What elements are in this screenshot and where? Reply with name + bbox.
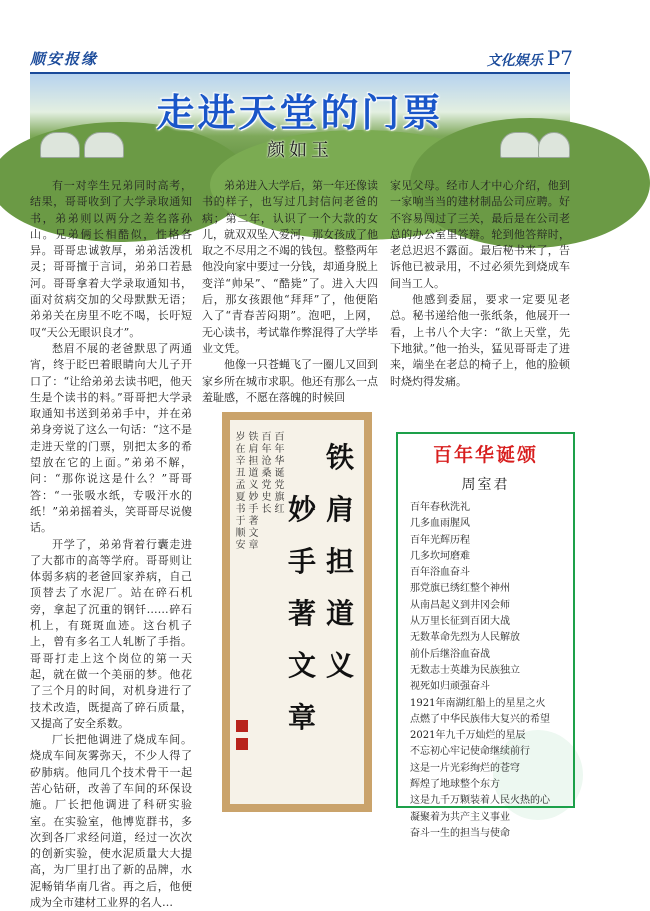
article-paragraph: 开学了，弟弟背着行囊走进了大都市的高等学府。哥哥则让体弱多病的老爸回家养病，自己顶替去了水泥厂。站在碎石机旁，拿起了沉重的钢钎……碎石机上，有斑斑血迹。这台机子上，曾有多名工人轧断了手指。哥哥打走上这个岗位的第一天起，就在做一个美丽的梦。他花了三个月的时间，对机身进行了技术改造，既提高了碎石质量，又提高了安全系数。 xyxy=(30,537,192,730)
poem-lines xyxy=(410,500,570,842)
poem-line: 百年浴血奋斗 xyxy=(410,567,470,579)
calligraphy-inscription: 百年沧桑党史长 xyxy=(261,432,272,515)
article-paragraph: 他像一只苍蝇飞了一圈儿又回到家乡所在城市求职。他还有那么一点羞耻感，不愿在落魄的时候回 xyxy=(202,358,378,404)
article-paragraph: 有一对孪生兄弟同时高考，结果，哥哥收到了大学录取通知书，弟弟则以两分之差名落孙山。兄弟俩长相酷似，性格各异。哥哥忠诚敦厚，弟弟活泼机灵；哥哥擅于言词，弟弟口若悬河。哥哥拿着大学录取通知书，面对贫病交加的父母默默无语；弟弟关在房里不吃不喝，长吁短叹“天公无眼识良才”。 xyxy=(30,179,192,339)
article-paragraph: 厂长把他调进了烧成车间。烧成车间灰雾弥天，不少人得了矽肺病。他同几个技术骨干一起苦心钻研，改善了车间的环保设施。厂长把他调进了科研实验室。在实验室，他博览群书，多次到各厂求经问道，经过一次次的创新实验，使水泥质量大大提高，为厂里打出了新的品牌，水泥畅销华南几省。再之后，他便成为全市建材工业界的名人… xyxy=(30,733,192,910)
calligraphy-scroll xyxy=(230,420,364,804)
poem-line: 从万里长征到百团大战 xyxy=(410,616,510,628)
calligraphy-char: 义 xyxy=(326,649,355,682)
calligraphy-inscription: 岁在辛丑孟夏书于顺安 xyxy=(235,432,246,551)
article-paragraph: 家见父母。经市人才中心介绍，他到一家响当当的建材制品公司应聘。好不容易闯过了三关，最后是在公司老总的办公室里答辩。轮到他答辩时，老总迟迟不露面。最后秘书来了，告诉他已被录用，不过必须先到烧成车间当工人。 xyxy=(390,179,570,290)
calligraphy-char: 铁 xyxy=(326,441,355,474)
poem-line: 百年春秋洗礼 xyxy=(410,502,470,513)
calligraphy-char: 妙 xyxy=(288,493,317,526)
article-column-2 xyxy=(202,178,378,406)
poem-line: 凝聚着为共产主义事业 xyxy=(410,811,510,823)
poem-line: 点燃了中华民族伟大复兴的希望 xyxy=(410,713,550,725)
poem-line: 前仆后继浴血奋战 xyxy=(410,648,490,660)
calligraphy-char: 道 xyxy=(326,597,355,630)
poem-line: 视死如归顽强奋斗 xyxy=(410,681,490,693)
article-author: 颜如玉 xyxy=(267,140,333,161)
calligraphy-char: 担 xyxy=(326,545,355,578)
poem-line: 这是九千万颗装着人民火热的心 xyxy=(410,795,550,807)
article-banner xyxy=(30,74,570,174)
poem-line: 无数志士英雄为民族独立 xyxy=(410,664,520,676)
poem-line: 1921年南湖红船上的星星之火 xyxy=(410,697,546,709)
poem-line: 2021年九千万灿烂的星辰 xyxy=(410,730,526,742)
calligraphy-char: 著 xyxy=(288,597,317,630)
page-number: P7 xyxy=(546,46,573,70)
poem-line: 几多血雨腥风 xyxy=(410,518,470,530)
article-column-3 xyxy=(390,178,570,390)
calligraphy-char: 文 xyxy=(288,649,317,682)
article-title: 走进天堂的门票 xyxy=(156,90,444,135)
calligraphy-column-1 xyxy=(326,432,354,692)
article-paragraph: 愁眉不展的老爸默思了两通宵，终于眨巴着眼睛向大儿子开口了：“让给弟弟去读书吧，他天生是个读书的料。”哥哥把大学录取通知书送到弟弟手中，并在弟弟身旁说了这么一句话：“这不是走进天堂的门票，别把太多的希望放在它的上面。”弟弟不解，问：“那你说这是什么？”哥哥答：“一张吸水纸，专吸汗水的纸！”弟弟摇着头，笑哥哥尽说傻话。 xyxy=(30,341,192,535)
poem-line: 无数革命先烈为人民解放 xyxy=(410,632,520,644)
article-column-1 xyxy=(30,178,192,911)
red-seal-stamp xyxy=(236,720,248,732)
poem-title: 百年华诞颂 xyxy=(432,444,538,466)
calligraphy-char: 章 xyxy=(288,701,317,734)
article-paragraph: 他感到委屈，要求一定要见老总。秘书递给他一张纸条，他展开一看，上书八个大字：“欲上天堂，先下地狱。”他一抬头，猛见哥哥走了进来，端坐在老总的椅子上，他的脸顿时烧灼得发痛。 xyxy=(390,293,570,388)
poem-line: 奋斗一生的担当与使命 xyxy=(410,827,510,839)
calligraphy-inscription: 百年华诞党旗红 xyxy=(274,432,285,515)
calligraphy-inscription: 铁肩担道义妙手著文章 xyxy=(248,432,259,551)
poem-line: 辉煌了地球整个东方 xyxy=(410,779,500,791)
poem-box xyxy=(396,432,575,839)
section-title xyxy=(487,46,573,70)
poem-line: 这是一片光彩绚烂的苍穹 xyxy=(410,762,520,774)
calligraphy-char: 手 xyxy=(288,545,317,578)
poem-line: 百年光辉历程 xyxy=(410,534,470,546)
red-seal-stamp xyxy=(236,738,248,750)
poem-line: 那党旗已绣红整个神州 xyxy=(410,583,510,595)
poem-line: 从南昌起义到井冈会师 xyxy=(410,599,510,611)
poem-line: 不忘初心牢记使命继续前行 xyxy=(410,746,530,758)
calligraphy-char: 肩 xyxy=(326,493,355,526)
article-paragraph: 弟弟进入大学后，第一年还像读书的样子，也写过几封信问老爸的病；第二年，认识了一个大款的女儿，就双双坠入爱河，那女孩成了他取之不尽用之不竭的钱包。整整两年他没向家中要过一分钱，却通身脱上变洋“帅呆”、“酷毙”了。进入大四后，那女孩跟他“拜拜”了，他便陷入了“青春苦闷期”。泡吧，上网，无心读书，考试靠作弊混得了大学毕业文凭。 xyxy=(202,179,378,355)
poem-line: 几多坎坷磨难 xyxy=(410,550,470,562)
calligraphy-frame xyxy=(222,412,372,812)
calligraphy-column-2 xyxy=(288,484,316,744)
poem-author: 周室君 xyxy=(461,477,510,493)
section-name: 文化娱乐 xyxy=(486,53,543,69)
newspaper-title: 顺安报缘 xyxy=(30,50,99,68)
